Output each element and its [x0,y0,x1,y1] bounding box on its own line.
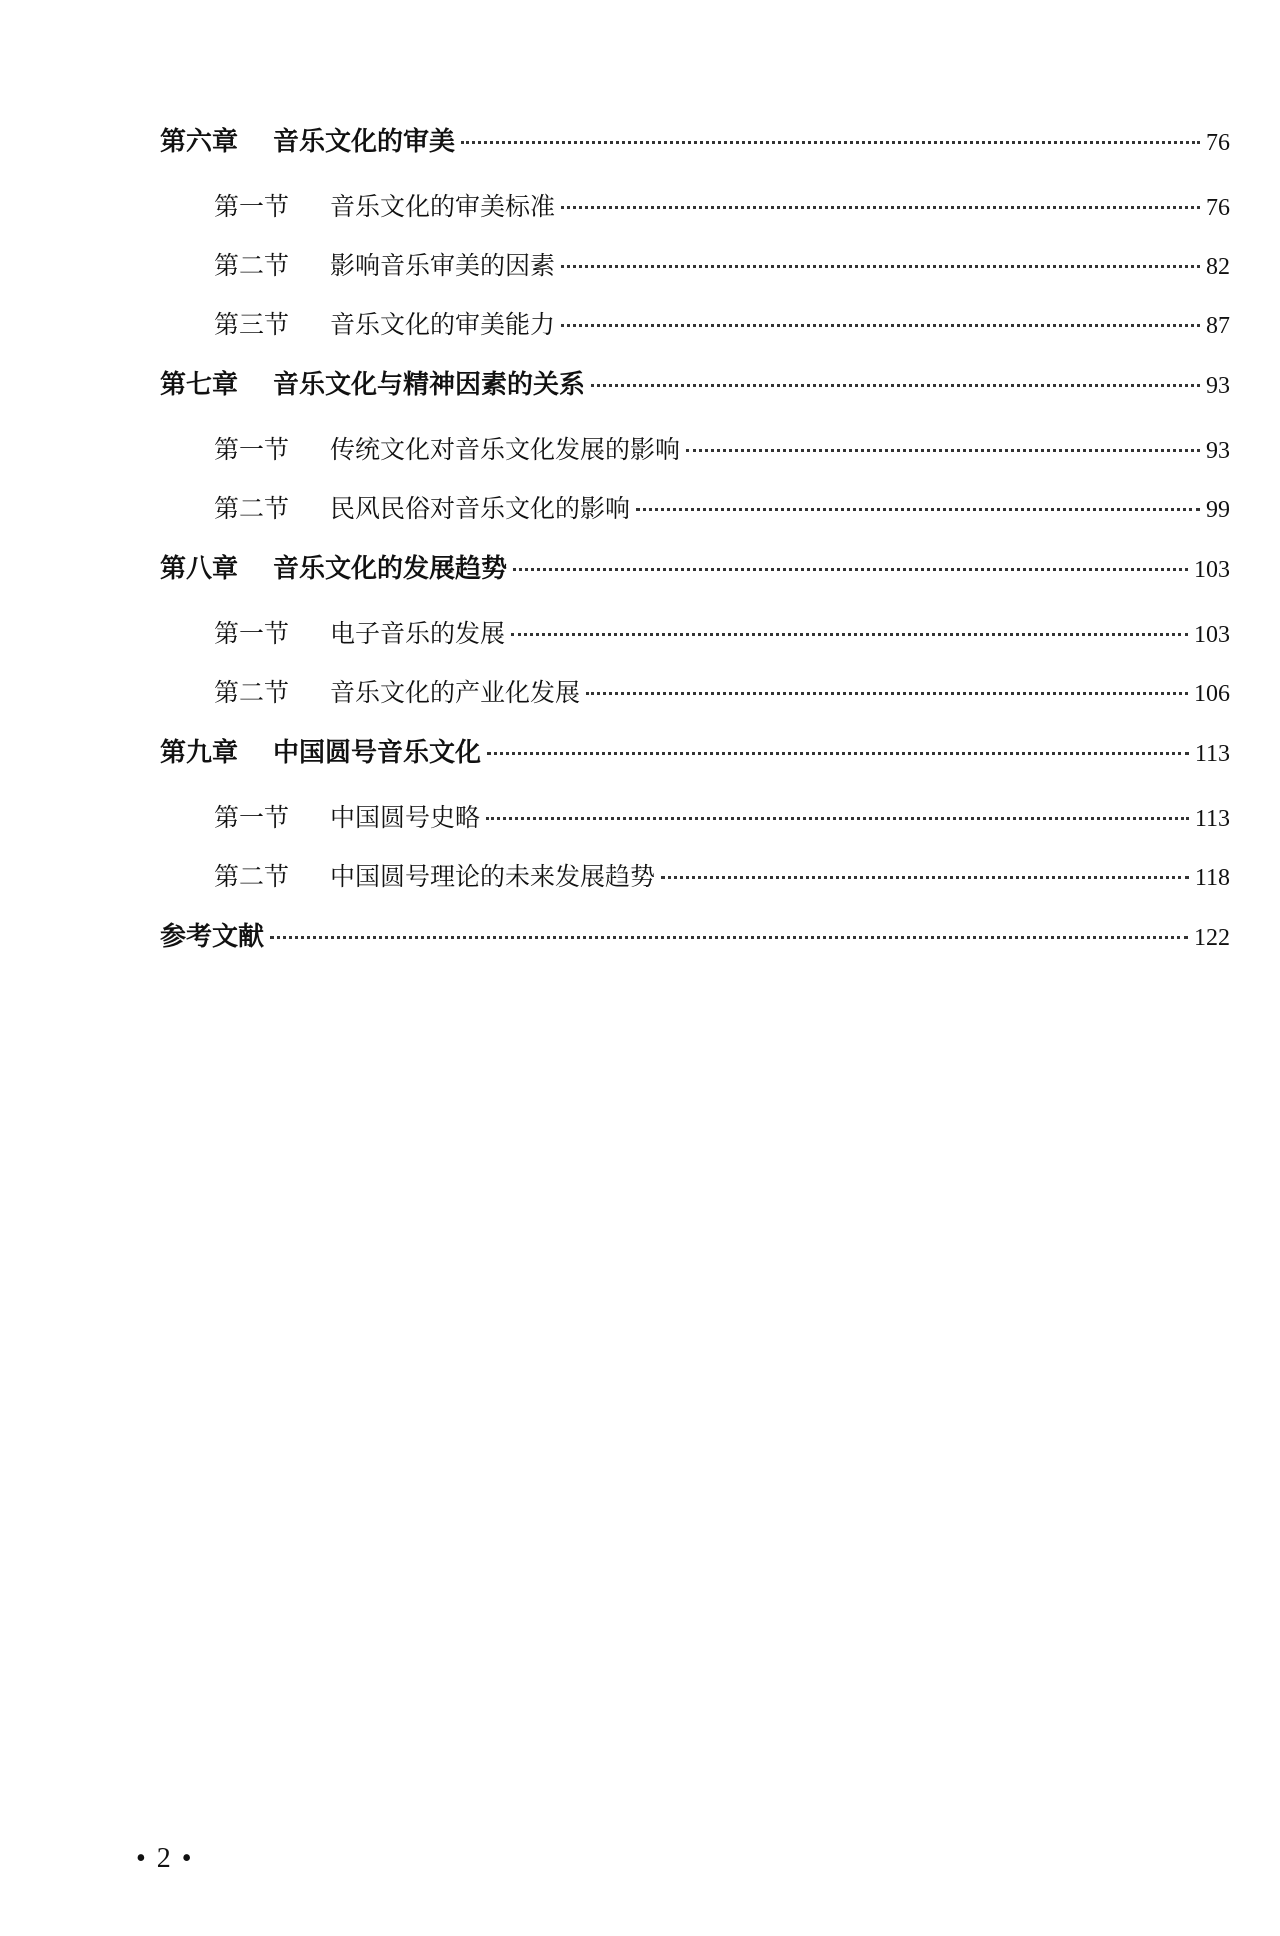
dot-leader [561,324,1200,327]
page-ref: 93 [1206,373,1230,399]
page-ref: 93 [1206,438,1230,464]
toc-section[interactable] [160,489,1230,548]
dot-leader [513,568,1188,571]
toc-chapter-6[interactable] [160,121,1230,181]
dot-leader [461,141,1200,144]
section-number: 第一节 [214,619,290,648]
dot-leader [636,508,1200,511]
page-ref: 113 [1194,741,1230,767]
references-title: 参考文献 [160,922,265,952]
chapter-title: 中国圆号音乐文化 [273,738,482,768]
section-number: 第一节 [214,192,290,221]
chapter-title: 音乐文化的发展趋势 [273,554,508,584]
dot-leader [561,265,1200,268]
toc-section[interactable] [160,187,1230,246]
toc-references[interactable] [160,916,1230,976]
dot-leader [591,384,1200,387]
dot-leader [661,876,1189,879]
chapter-number: 第七章 [160,370,239,400]
toc-section[interactable] [160,430,1230,489]
page-ref: 76 [1206,195,1230,221]
toc-chapter-7[interactable] [160,364,1230,424]
section-number: 第一节 [214,803,290,832]
section-number: 第二节 [214,251,290,280]
toc-chapter-8[interactable] [160,548,1230,608]
section-number: 第二节 [214,862,290,891]
page-ref: 87 [1206,313,1230,339]
section-number: 第二节 [214,494,290,523]
section-title: 民风民俗对音乐文化的影响 [330,494,631,523]
page-ref: 106 [1194,681,1230,707]
page-ref: 99 [1206,497,1230,523]
toc-section[interactable] [160,673,1230,732]
page-ref: 82 [1206,254,1230,280]
section-number: 第二节 [214,678,290,707]
toc-section[interactable] [160,798,1230,857]
toc-section[interactable] [160,305,1230,364]
section-title: 中国圆号理论的未来发展趋势 [330,862,656,891]
page-ref: 103 [1194,557,1230,583]
section-title: 电子音乐的发展 [330,619,506,648]
table-of-contents [160,121,1230,976]
page-ref: 113 [1194,806,1230,832]
chapter-title: 音乐文化与精神因素的关系 [273,370,586,400]
page-ref: 76 [1206,130,1230,156]
toc-section[interactable] [160,614,1230,673]
section-title: 传统文化对音乐文化发展的影响 [330,435,681,464]
chapter-title: 音乐文化的审美 [273,127,456,157]
dot-leader [487,752,1189,755]
page-ref: 103 [1194,622,1230,648]
page-number: • 2 • [136,1843,194,1874]
section-number: 第三节 [214,310,290,339]
toc-section[interactable] [160,857,1230,916]
dot-leader [511,633,1188,636]
page-ref: 122 [1194,925,1230,951]
section-title: 音乐文化的审美能力 [330,310,556,339]
toc-chapter-9[interactable] [160,732,1230,792]
section-title: 音乐文化的产业化发展 [330,678,581,707]
section-title: 中国圆号史略 [330,803,481,832]
page-ref: 118 [1194,865,1230,891]
chapter-number: 第八章 [160,554,239,584]
section-number: 第一节 [214,435,290,464]
dot-leader [486,817,1189,820]
dot-leader [586,692,1188,695]
chapter-number: 第九章 [160,738,239,768]
chapter-number: 第六章 [160,127,239,157]
section-title: 音乐文化的审美标准 [330,192,556,221]
toc-section[interactable] [160,246,1230,305]
section-title: 影响音乐审美的因素 [330,251,556,280]
dot-leader [270,936,1188,939]
dot-leader [561,206,1200,209]
dot-leader [686,449,1200,452]
